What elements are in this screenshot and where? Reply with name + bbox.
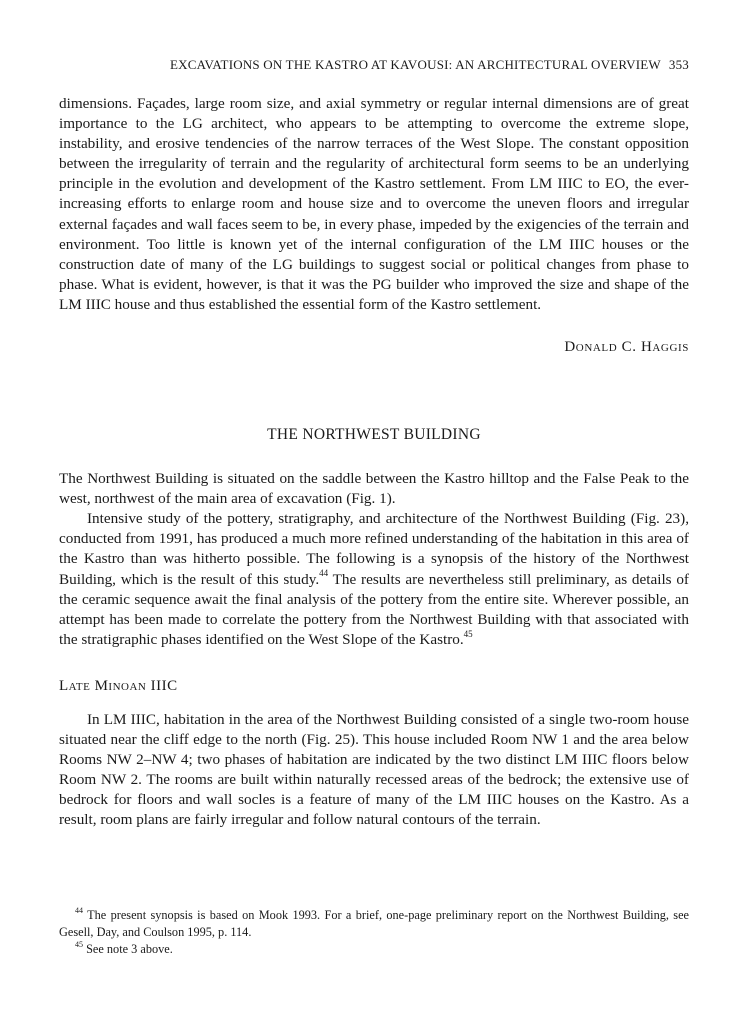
footnotes xyxy=(59,907,689,958)
footnote-number: 44 xyxy=(75,905,83,915)
footnote-44 xyxy=(59,907,689,941)
section-paragraph-2 xyxy=(59,509,689,650)
footnote-text: See note 3 above. xyxy=(83,942,173,956)
running-head-title: EXCAVATIONS ON THE KASTRO AT KAVOUSI: AN ARCHITECTURAL OVERVIEW xyxy=(169,57,661,72)
author-signature: Donald C. Haggis xyxy=(564,339,689,356)
section-paragraph-2-text: Intensive study of the pottery, stratigraphy, and architecture of the Northwest Building (Fig. 23), conducted from 1991, has produced a much more refined understanding of the habitation in this area of the Kastro than was hitherto possible. The following is a synopsis of the history of the Northwest Building, which is the result of this study. xyxy=(59,510,689,588)
footnote-ref-44[interactable]: 44 xyxy=(319,568,329,579)
intro-paragraph: dimensions. Façades, large room size, and axial symmetry or regular internal dimensions are of great importance to the LG architect, who appears to be attempting to overcome the extreme slope, instability, and erosive tendencies of the narrow terraces of the West Slope. The constant opposition between the irregularity of terrain and the regularity of architectural form seems to be an underlying principle in the evolution and development of the Kastro settlement. From LM IIIC to EO, the ever-increasing efforts to enlarge room and house size and to overcome the uneven floors and irregular external façades and wall faces seem to be, in every phase, impeded by the exigencies of the terrain and environment. Too little is known yet of the internal configuration of the LM IIIC houses or the construction date of many of the LG buildings to suggest social or political changes from phase to phase. What is evident, however, is that it was the PG builder who improved the size and shape of the LM IIIC house and thus established the essential form of the Kastro settlement. xyxy=(59,95,690,313)
subsection-paragraph: In LM IIIC, habitation in the area of the Northwest Building consisted of a single two-room house situated near the cliff edge to the north (Fig. 25). This house included Room NW 1 and the area below Rooms NW 2–NW 4; two phases of habitation are indicated by the two distinct LM IIIC floors below Room NW 2. The rooms are built within naturally recessed areas of the bedrock; the extensive use of bedrock for floors and wall socles is a feature of many of the LM IIIC houses on the Kastro. As a result, room plans are fairly irregular and follow natural contours of the terrain. xyxy=(59,710,689,829)
page-content xyxy=(59,56,689,830)
section-paragraph-1: The Northwest Building is situated on the saddle between the Kastro hilltop and the False Peak to the west, northwest of the main area of excavation (Fig. 1). xyxy=(59,470,689,508)
section-title: THE NORTHWEST BUILDING xyxy=(267,426,481,444)
page-number: 353 xyxy=(668,57,689,72)
footnote-45 xyxy=(59,941,689,958)
section-paragraph-2-text-b: The results are nevertheless still preliminary, as details of the ceramic sequence await the final analysis of the pottery from the entire site. Wherever possible, an attempt has been made to correlate the pottery from the Northwest Building with that associated with the stratigraphic phases identified on the West Slope of the Kastro. xyxy=(59,570,689,648)
footnote-number: 45 xyxy=(75,939,83,949)
footnote-ref-45[interactable]: 45 xyxy=(463,628,473,639)
subsection-heading: Late Minoan IIIC xyxy=(59,677,178,694)
footnote-text: The present synopsis is based on Mook 1993. For a brief, one-page preliminary report on the Northwest Building, see Gesell, Day, and Coulson 1995, p. 114. xyxy=(59,908,689,939)
running-head xyxy=(89,56,689,74)
